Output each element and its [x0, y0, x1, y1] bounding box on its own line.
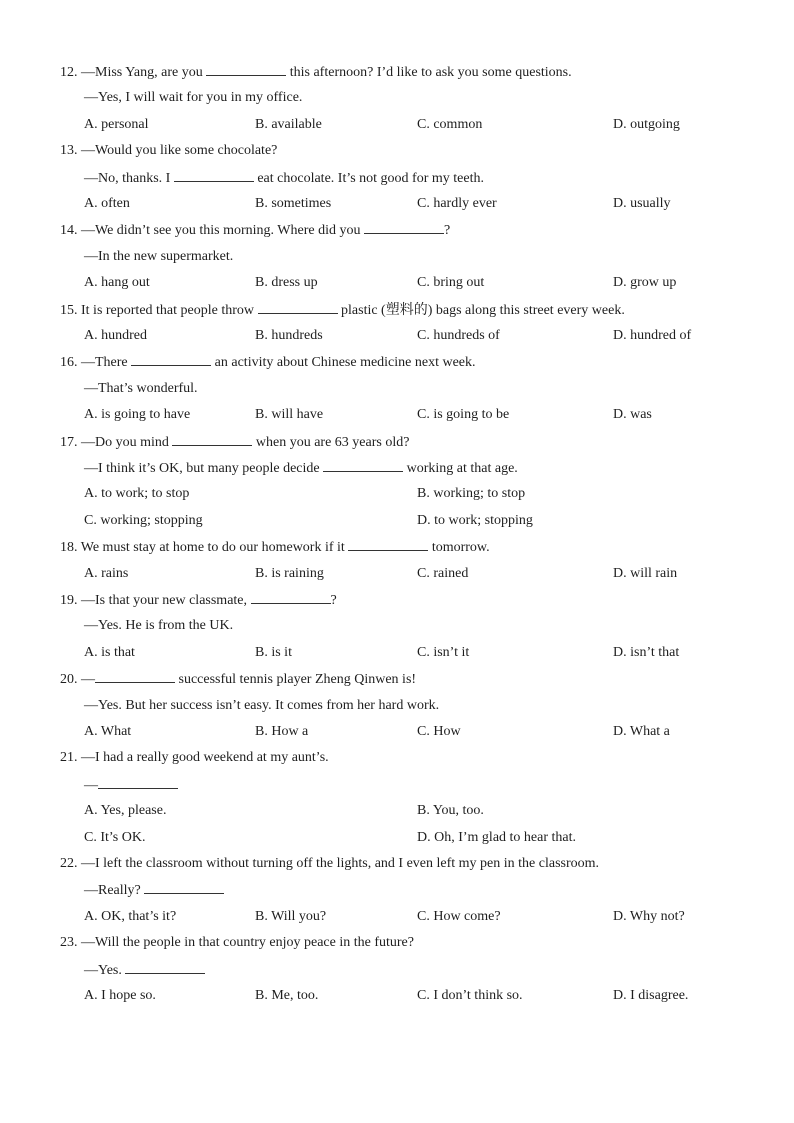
question-15-stem-line — [60, 300, 625, 320]
question-20-options — [84, 722, 784, 742]
option-C: C. How come? — [417, 908, 501, 924]
answer-blank — [95, 669, 175, 683]
option-B: B. Will you? — [255, 908, 327, 924]
option-A: A. is that — [84, 644, 135, 660]
stem-text: 21. —I had a really good weekend at my aunt’s. — [60, 750, 329, 766]
stem-text: 20. — — [60, 672, 95, 688]
option-A: A. to work; to stop — [84, 486, 190, 502]
option-A: A. rains — [84, 565, 129, 581]
question-18-options — [84, 564, 784, 584]
answer-blank — [348, 537, 428, 551]
stem-text: —I think it’s OK, but many people decide — [84, 461, 324, 476]
question-17-options — [84, 484, 784, 504]
option-D: D. Why not? — [613, 908, 685, 924]
option-C: C. rained — [417, 565, 469, 581]
option-B: B. How a — [255, 724, 309, 739]
stem-text: —No, thanks. I — [84, 170, 174, 186]
question-14-options — [84, 273, 784, 293]
stem-text: 22. —I left the classroom without turning off the lights, and I even left my pen in the classroom. — [60, 856, 600, 871]
option-D: D. will rain — [613, 565, 678, 581]
stem-text: 16. —There — [60, 355, 132, 371]
option-B: B. will have — [255, 407, 324, 423]
question-20-stem-line — [60, 669, 416, 689]
question-17-stem-line — [84, 458, 518, 478]
question-13-stem-line — [60, 141, 277, 161]
stem-text: 15. It is reported that people throw — [60, 302, 258, 318]
question-16-stem-line — [60, 352, 476, 372]
option-D: D. Oh, I’m glad to hear that. — [417, 829, 577, 845]
answer-blank — [172, 432, 252, 446]
stem-text: — — [84, 777, 98, 793]
option-C: C. How — [417, 724, 461, 739]
stem-text: ? — [330, 593, 337, 608]
question-20-stem-line — [84, 696, 439, 716]
stem-text: 13. —Would you like some chocolate? — [60, 143, 278, 159]
stem-text: when you are 63 years old? — [252, 434, 410, 450]
stem-text: —In the new supermarket. — [84, 248, 234, 264]
answer-blank — [174, 168, 254, 182]
question-18-stem-line — [60, 537, 490, 557]
question-21-stem-line — [60, 748, 329, 768]
option-D: D. isn’t that — [613, 644, 680, 660]
stem-text: 18. We must stay at home to do our homework if it — [60, 540, 349, 556]
option-A: A. is going to have — [84, 407, 191, 423]
question-19-options — [84, 643, 784, 663]
option-C: C. working; stopping — [84, 512, 203, 528]
stem-text: —Yes. He is from the UK. — [84, 618, 234, 634]
question-21-stem-line — [84, 775, 178, 795]
stem-text: 19. —Is that your new classmate, — [60, 593, 251, 608]
option-D: D. to work; stopping — [417, 512, 533, 528]
question-12-stem-line — [60, 62, 572, 82]
option-C: C. hardly ever — [417, 196, 497, 211]
option-C: C. I don’t think so. — [417, 988, 523, 1003]
option-A: A. personal — [84, 116, 149, 132]
answer-blank — [144, 880, 224, 894]
option-B: B. You, too. — [417, 803, 484, 819]
option-C: C. hundreds of — [417, 328, 500, 343]
question-16-options — [84, 405, 784, 425]
option-D: D. grow up — [613, 275, 677, 291]
option-A: A. often — [84, 196, 130, 211]
option-B: B. dress up — [255, 275, 318, 291]
stem-text: —That’s wonderful. — [84, 380, 198, 396]
stem-text: —Really? — [84, 883, 145, 899]
stem-text: 17. —Do you mind — [60, 434, 173, 450]
question-21-options — [84, 801, 784, 821]
stem-text: this afternoon? I’d like to ask you some questions. — [286, 65, 572, 80]
answer-blank — [131, 352, 211, 366]
option-A: A. hang out — [84, 275, 150, 291]
question-22-stem-line — [84, 880, 224, 900]
answer-blank — [364, 220, 444, 234]
question-15-options — [84, 326, 784, 346]
question-22-stem-line — [60, 854, 599, 874]
question-13-options — [84, 194, 784, 214]
question-16-stem-line — [84, 379, 198, 399]
question-21-options — [84, 828, 784, 848]
stem-text: plastic (塑料的) bags along this street every week. — [337, 302, 625, 318]
stem-text: tomorrow. — [428, 540, 490, 556]
stem-text: 23. —Will the people in that country enjoy peace in the future? — [60, 935, 414, 951]
answer-blank — [251, 590, 331, 604]
question-14-stem-line — [60, 220, 450, 240]
question-14-stem-line — [84, 247, 233, 267]
option-D: D. hundred of — [613, 328, 692, 343]
question-17-stem-line — [60, 432, 409, 452]
answer-blank — [206, 62, 286, 76]
stem-text: eat chocolate. It’s not good for my teeth. — [253, 170, 484, 186]
stem-text: 12. —Miss Yang, are you — [60, 65, 207, 80]
stem-text: —Yes, I will wait for you in my office. — [84, 90, 303, 106]
option-C: C. bring out — [417, 275, 485, 291]
stem-text: successful tennis player Zheng Qinwen is! — [175, 672, 417, 688]
option-D: D. I disagree. — [613, 988, 689, 1003]
option-A: A. hundred — [84, 328, 147, 343]
option-D: D. What a — [613, 724, 670, 739]
option-D: D. usually — [613, 196, 671, 211]
question-23-stem-line — [84, 960, 205, 980]
stem-text: ? — [443, 223, 451, 239]
answer-blank — [258, 300, 338, 314]
question-23-options — [84, 986, 784, 1006]
answer-blank — [323, 458, 403, 472]
option-C: C. isn’t it — [417, 644, 470, 660]
question-23-stem-line — [60, 933, 414, 953]
question-12-options — [84, 115, 784, 135]
option-C: C. It’s OK. — [84, 829, 146, 845]
option-D: D. was — [613, 407, 652, 423]
stem-text: working at that age. — [403, 461, 518, 476]
option-C: C. common — [417, 116, 483, 132]
stem-text: 14. —We didn’t see you this morning. Where did you — [60, 223, 364, 239]
option-C: C. is going to be — [417, 407, 510, 423]
stem-text: —Yes. — [84, 962, 126, 978]
question-19-stem-line — [84, 616, 233, 636]
option-B: B. available — [255, 116, 322, 132]
option-A: A. What — [84, 724, 132, 739]
option-B: B. working; to stop — [417, 486, 526, 502]
question-12-stem-line — [84, 88, 302, 108]
option-A: A. I hope so. — [84, 988, 156, 1003]
question-17-options — [84, 511, 784, 531]
option-D: D. outgoing — [613, 116, 680, 132]
question-13-stem-line — [84, 168, 484, 188]
answer-blank — [98, 775, 178, 789]
option-B: B. is it — [255, 644, 292, 660]
option-B: B. hundreds — [255, 328, 323, 343]
stem-text: —Yes. But her success isn’t easy. It comes from her hard work. — [84, 697, 440, 713]
option-A: A. OK, that’s it? — [84, 908, 177, 924]
option-B: B. is raining — [255, 565, 324, 581]
question-22-options — [84, 907, 784, 927]
question-19-stem-line — [60, 590, 337, 610]
stem-text: an activity about Chinese medicine next week. — [211, 355, 476, 371]
option-A: A. Yes, please. — [84, 803, 167, 819]
option-B: B. sometimes — [255, 196, 332, 211]
answer-blank — [125, 960, 205, 974]
option-B: B. Me, too. — [255, 988, 319, 1003]
